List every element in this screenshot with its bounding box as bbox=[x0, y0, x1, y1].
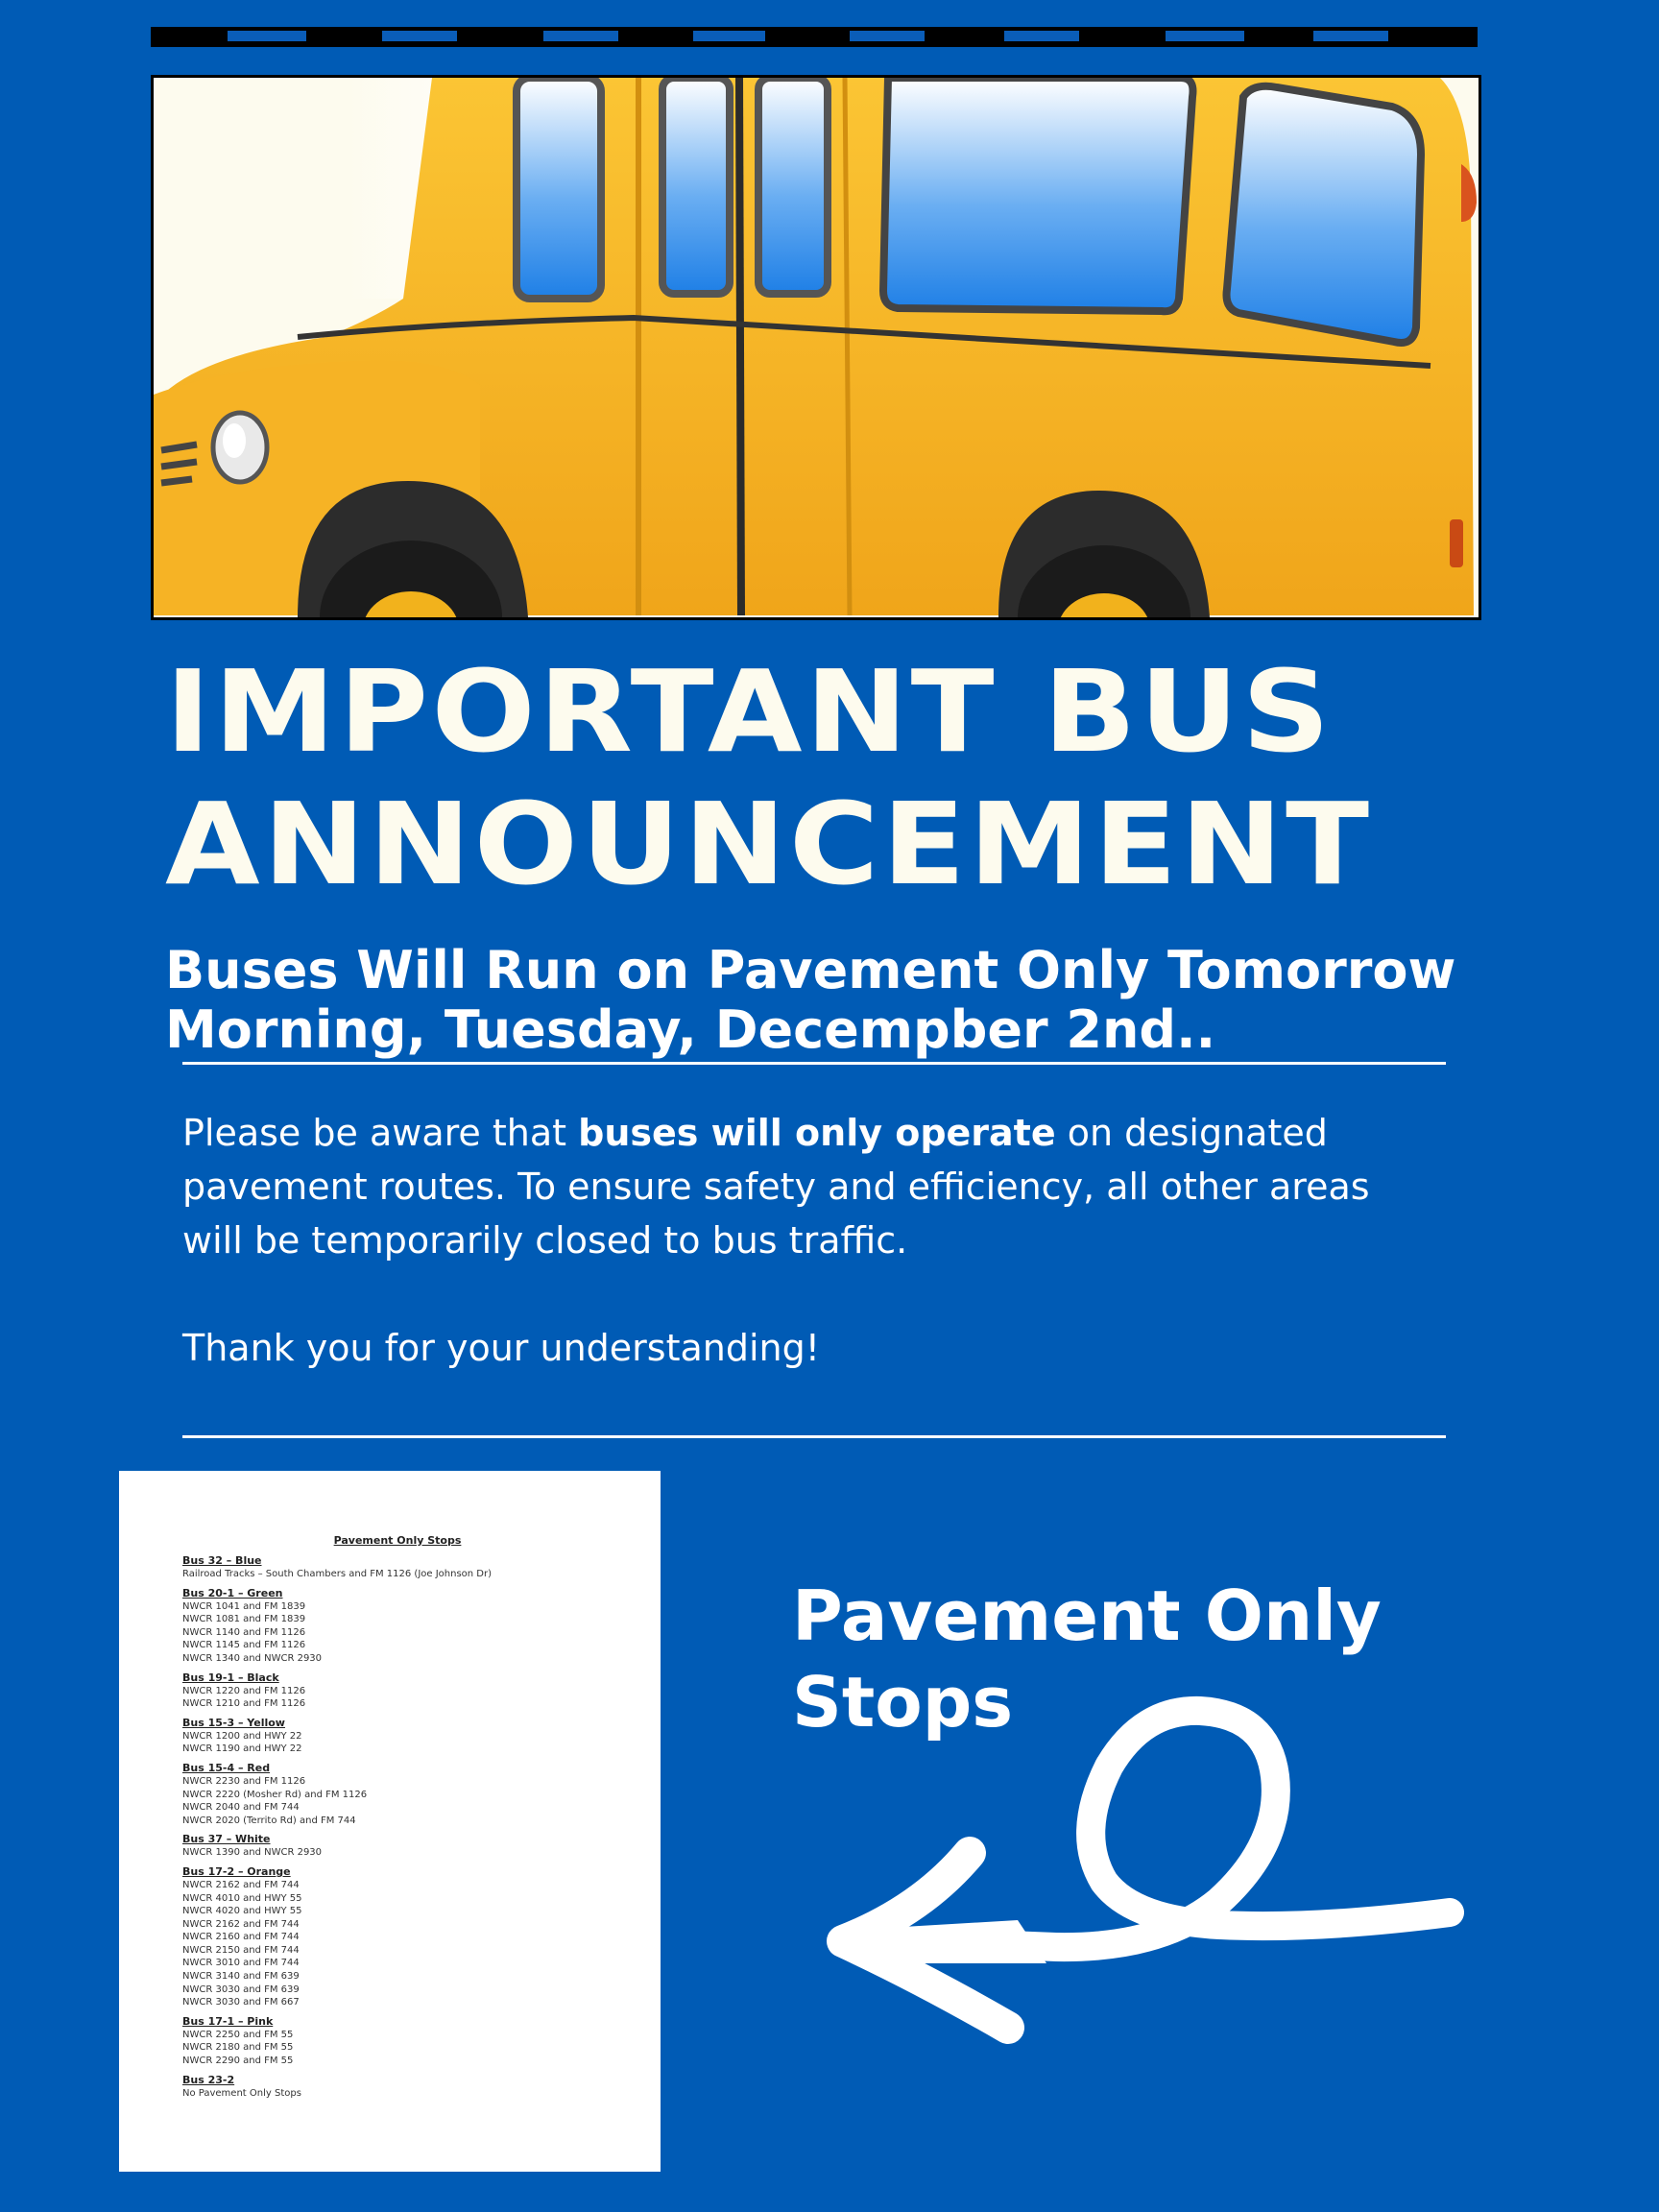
stop-item: NWCR 1145 and FM 1126 bbox=[182, 1640, 306, 1651]
stop-item: NWCR 2250 and FM 55 bbox=[182, 2029, 294, 2040]
stop-item: NWCR 2162 and FM 744 bbox=[182, 1879, 300, 1890]
bus-route-group bbox=[182, 1671, 641, 1711]
film-hole bbox=[1166, 31, 1244, 41]
stop-item: NWCR 1041 and FM 1839 bbox=[182, 1600, 306, 1612]
bus-route-group bbox=[182, 1865, 641, 2009]
thank-you-text: Thank you for your understanding! bbox=[182, 1327, 820, 1369]
bus-route-group bbox=[182, 1833, 641, 1860]
body-rest: on designated pavement routes. To ensure safety and efficiency, all other areas will be temporarily closed to bus traffic. bbox=[182, 1112, 1370, 1262]
stop-item: NWCR 1210 and FM 1126 bbox=[182, 1698, 306, 1710]
stop-item: NWCR 3030 and FM 639 bbox=[182, 1984, 300, 1995]
stop-item: NWCR 1390 and NWCR 2930 bbox=[182, 1847, 323, 1859]
bus-route-heading: Bus 17-2 – Orange bbox=[182, 1864, 291, 1878]
bus-route-group bbox=[182, 1717, 641, 1756]
school-bus-icon bbox=[154, 78, 1479, 617]
stop-item: NWCR 3030 and FM 667 bbox=[182, 1997, 300, 2008]
film-hole bbox=[228, 31, 306, 41]
title-line-2: ANNOUNCEMENT bbox=[165, 778, 1373, 910]
stop-item: NWCR 3140 and FM 639 bbox=[182, 1971, 300, 1983]
stop-item: NWCR 1081 and FM 1839 bbox=[182, 1614, 306, 1625]
film-hole bbox=[1313, 31, 1388, 41]
stop-item: NWCR 2180 and FM 55 bbox=[182, 2042, 294, 2054]
curly-arrow-left-icon bbox=[816, 1690, 1488, 2064]
pavement-only-label: Pavement Only Stops bbox=[792, 1575, 1382, 1743]
divider-top bbox=[182, 1062, 1446, 1065]
film-hole bbox=[693, 31, 765, 41]
stop-item: NWCR 2290 and FM 55 bbox=[182, 2056, 294, 2067]
page-title bbox=[165, 645, 1513, 910]
bus-route-heading: Bus 20-1 – Green bbox=[182, 1586, 283, 1599]
stop-item: NWCR 2162 and FM 744 bbox=[182, 1918, 300, 1930]
bus-route-group bbox=[182, 1762, 641, 1827]
film-hole bbox=[543, 31, 618, 41]
stop-item: NWCR 2230 and FM 1126 bbox=[182, 1775, 306, 1787]
subtitle-line-2: Morning, Tuesday, Decempber 2nd.. bbox=[165, 999, 1216, 1060]
stop-item: NWCR 4010 and HWY 55 bbox=[182, 1892, 302, 1904]
stop-item: NWCR 1340 and NWCR 2930 bbox=[182, 1652, 323, 1664]
subtitle-line-1: Buses Will Run on Pavement Only Tomorrow bbox=[165, 940, 1456, 1000]
document-groups bbox=[182, 1554, 641, 2100]
bus-route-heading: Bus 15-3 – Yellow bbox=[182, 1716, 285, 1729]
stop-item: NWCR 2220 (Mosher Rd) and FM 1126 bbox=[182, 1789, 368, 1800]
bus-route-heading: Bus 15-4 – Red bbox=[182, 1761, 271, 1774]
stop-item: No Pavement Only Stops bbox=[182, 2087, 301, 2099]
body-emphasis: buses will only operate bbox=[578, 1112, 1056, 1154]
stop-item: NWCR 3010 and FM 744 bbox=[182, 1958, 300, 1969]
stop-item: NWCR 2040 and FM 744 bbox=[182, 1802, 300, 1814]
film-strip-border bbox=[151, 27, 1478, 47]
stop-item: NWCR 2160 and FM 744 bbox=[182, 1932, 300, 1943]
bus-route-heading: Bus 19-1 – Black bbox=[182, 1671, 279, 1684]
stop-item: Railroad Tracks – South Chambers and FM 1126 (Joe Johnson Dr) bbox=[182, 1569, 493, 1579]
bus-route-group bbox=[182, 2074, 641, 2101]
stop-item: NWCR 2020 (Territo Rd) and FM 744 bbox=[182, 1815, 356, 1826]
stop-item: NWCR 2150 and FM 744 bbox=[182, 1944, 300, 1956]
bus-route-group bbox=[182, 1587, 641, 1666]
bus-route-group bbox=[182, 2015, 641, 2068]
announcement-body bbox=[182, 1106, 1431, 1267]
bus-image bbox=[151, 75, 1481, 620]
film-hole bbox=[850, 31, 925, 41]
document-title: Pavement Only Stops bbox=[333, 1534, 462, 1547]
body-intro: Please be aware that bbox=[182, 1112, 579, 1154]
stop-item: NWCR 1220 and FM 1126 bbox=[182, 1685, 306, 1696]
stop-item: NWCR 1140 and FM 1126 bbox=[182, 1626, 306, 1638]
bus-route-heading: Bus 17-1 – Pink bbox=[182, 2014, 274, 2028]
bus-route-heading: Bus 32 – Blue bbox=[182, 1554, 262, 1567]
title-line-1: IMPORTANT BUS bbox=[165, 645, 1334, 778]
page-subtitle bbox=[165, 941, 1471, 1060]
film-hole bbox=[382, 31, 457, 41]
stop-item: NWCR 1190 and HWY 22 bbox=[182, 1743, 302, 1755]
stop-item: NWCR 4020 and HWY 55 bbox=[182, 1906, 302, 1917]
divider-bottom bbox=[182, 1435, 1446, 1438]
stops-document bbox=[119, 1471, 661, 2172]
bus-route-heading: Bus 23-2 bbox=[182, 2073, 235, 2086]
bus-route-heading: Bus 37 – White bbox=[182, 1833, 271, 1846]
film-hole bbox=[1004, 31, 1079, 41]
stop-item: NWCR 1200 and HWY 22 bbox=[182, 1730, 302, 1742]
bus-route-group bbox=[182, 1554, 641, 1581]
